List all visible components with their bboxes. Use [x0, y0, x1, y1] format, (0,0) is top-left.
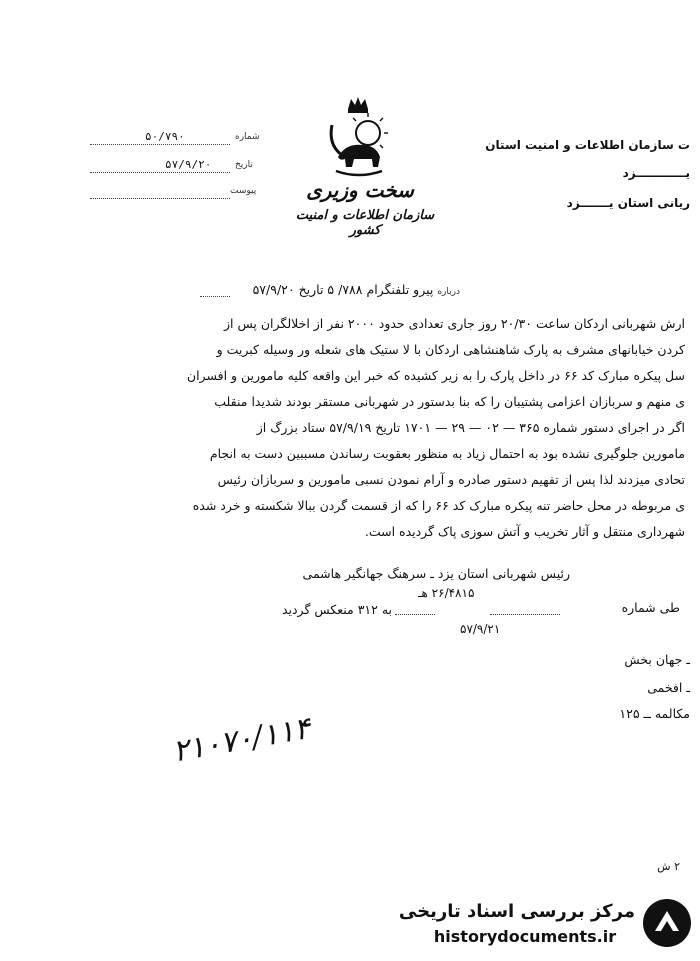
body-line-4: ی منهم و سربازان اعزامی پشتیبان را که بنا بدستور در شهربانی مستقر بودند شدیدا منقلب	[214, 394, 685, 409]
meta-block	[85, 128, 265, 208]
number-label: شماره	[235, 132, 260, 142]
watermark-text-en: historydocuments.ir	[433, 927, 617, 946]
transmission-suffix: به ۳۱۲ منعکس گردید	[281, 602, 392, 617]
org-line-3: ریانی استان یـــــــزد	[566, 196, 690, 210]
ministry-title: سخت وزیری	[306, 178, 414, 202]
body-line-8: ی مربوطه در محل حاضر تنه پیکره مبارک کد ۶۶ را که از قسمت گردن ببالا شکسته و خرد شده	[192, 498, 685, 513]
page-marker: ۲ ش	[657, 860, 680, 873]
archive-logo-icon	[641, 897, 693, 949]
body-line-9: شهرداری منتقل و آثار تخریب و آتش سوزی پاک گردیده است.	[364, 524, 685, 539]
transmission-label: طی شماره	[621, 600, 680, 615]
letter-number: ۵۰/۷۹۰	[145, 130, 185, 143]
note-2: ـ افخمی	[647, 680, 690, 695]
lion-and-sun-emblem-icon	[318, 95, 398, 180]
body-line-6: مامورین جلوگیری نشده بود به احتمال زیاد به منظور بعقوبت رساندن مسببین دست به انجام	[209, 446, 685, 461]
note-3: مکالمه ــ ۱۲۵	[619, 706, 690, 721]
attachment-label: پیوست	[230, 186, 257, 196]
signature: رئیس شهربانی استان یزد ـ سرهنگ جهانگیر هاشمی	[302, 566, 570, 581]
body-line-5: اگر در اجرای دستور شماره ۳۶۵ — ۰۲ — ۲۹ — ۱۷۰۱ تاریخ ۵۷/۹/۱۹ ستاد بزرگ از	[256, 420, 685, 435]
subject-text: پیرو تلفنگرام ۷۸۸/ ۵ تاریخ ۵۷/۹/۲۰	[252, 282, 434, 297]
org-line-1: ت سازمان اطلاعات و امنیت استان	[485, 138, 690, 152]
org-line-2: یــــــــــــزد	[622, 166, 690, 180]
body-line-1: ارش شهربانی اردکان ساعت ۲۰/۳۰ روز جاری تعدادی حدود ۲۰۰۰ نفر از اخلالگران پس از	[224, 316, 685, 331]
watermark-footer	[398, 893, 695, 955]
date-label: تاریخ	[235, 160, 253, 170]
body-line-7: تحادی میزدند لذا پس از تفهیم دستور صادره و آرام نمودن نسبی مامورین و سربازان رئیس	[217, 472, 685, 487]
ministry-subtitle: سازمان اطلاعات و امنیت کشور	[295, 208, 435, 238]
handwritten-number: ۲۱۰۷۰/۱۱۴	[170, 710, 313, 770]
transmission-number: ۲۶/۴۸۱۵ هـ	[418, 586, 475, 600]
transmission-date: ۵۷/۹/۲۱	[460, 622, 501, 636]
subject-line	[160, 282, 460, 297]
watermark-text-fa: مرکز بررسی اسناد تاریخی	[398, 901, 635, 922]
body-line-2: کردن خیابانهای مشرف به پارک شاهنشاهی اردکان با لا ستیک های شعله ور وسیله کبریت و	[216, 342, 685, 357]
body-line-3: سل پیکره مبارک کد ۶۶ در داخل پارک را به زیر کشیده که خبر این واقعه کلیه مامورین و افسران	[186, 368, 685, 383]
subject-label: درباره	[437, 287, 460, 297]
emblem	[318, 95, 398, 180]
note-1: ـ جهان بخش	[624, 652, 690, 667]
letter-date: ۵۷/۹/۲۰	[165, 158, 212, 171]
